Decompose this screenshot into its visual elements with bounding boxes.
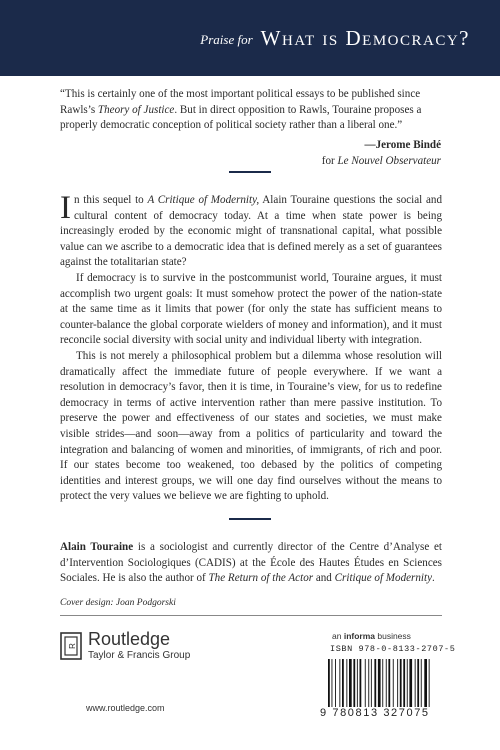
- barcode-number: 9 780813 327075: [320, 707, 430, 719]
- endorsement-quote: [60, 87, 442, 134]
- book-title: What is Democracy?: [260, 25, 470, 50]
- paragraph-1: In this sequel to A Critique of Modernity, Alain Touraine questions the social and cultural content of democracy today. At a time when state power is being increasingly eroded by the economic might of transnational capital, what possible value can we ascribe to a democratic idea that is defined merely as a set of guarantees against the totalitarian state?: [60, 190, 442, 269]
- informa-business-label: an informa business: [332, 631, 411, 641]
- drop-cap: I: [60, 190, 71, 226]
- publisher-logo: [60, 630, 190, 661]
- divider-rule: [229, 518, 271, 520]
- publisher-url: www.routledge.com: [86, 703, 165, 713]
- praise-label: Praise for: [200, 32, 253, 47]
- publisher-name: Routledge: [88, 629, 171, 649]
- isbn-label: ISBN 978-0-8133-2707-5: [330, 644, 456, 654]
- paragraph-3: This is not merely a philosophical problem but a dilemma whose resolution will dramatically affect the immediate future of people everywhere. If we want a resolution in democracy’s favor, then it is time, in Touraine’s view, for us to redefine democracy in terms of active intervention rather than mere passive institution. To preserve the power and effectiveness of our states and societies, we must make visible strides—and soon—away from a politics of particularity and toward the integration and balancing of women and minorities, of immigrants, of rich and poor. If our states become too weakened, too debased by the politics of competing identities and interest groups, we will one day find ourselves without the means to protect the very values we believe we are fighting to uphold.: [60, 349, 442, 503]
- quote-attribution: [322, 137, 441, 169]
- cover-design-credit: Cover design: Joan Podgorski: [60, 598, 442, 616]
- routledge-logo-icon: [60, 632, 82, 660]
- author-bio: Alain Touraine is a sociologist and currently director of the Centre d’Analyse et d’Intervention Sociologiques (CADIS) at the École des Hautes Études en Sciences Sociales. He is also the author of The Return of the Actor and Critique of Modernity.: [60, 541, 442, 585]
- quote-text: “This is certainly one of the most important political essays to be published since Rawls’s Theory of Justice. But in direct opposition to Rawls, Touraine proposes a properly democratic conception of political society rather than a liberal one.”: [60, 88, 422, 131]
- publisher-group: Taylor & Francis Group: [88, 650, 191, 661]
- author-name: Alain Touraine: [60, 541, 134, 553]
- svg-text:R: R: [68, 642, 77, 649]
- quote-publication: for Le Nouvel Observateur: [321, 155, 441, 167]
- quote-author: —Jerome Bindé: [364, 139, 441, 151]
- barcode-icon: [327, 659, 437, 707]
- paragraph-2: If democracy is to survive in the postcommunist world, Touraine argues, it must accomplish two urgent goals: It must somehow protect the power of the nation-state at the same time as it limits that power (for only the state has sufficient means to counter-balance the global corporate wielders of money and information), and it must reconcile social diversity with social unity and individual liberty with integration.: [60, 271, 442, 347]
- description-body: [60, 190, 442, 505]
- divider-rule: [229, 171, 271, 173]
- header-banner: [0, 0, 500, 76]
